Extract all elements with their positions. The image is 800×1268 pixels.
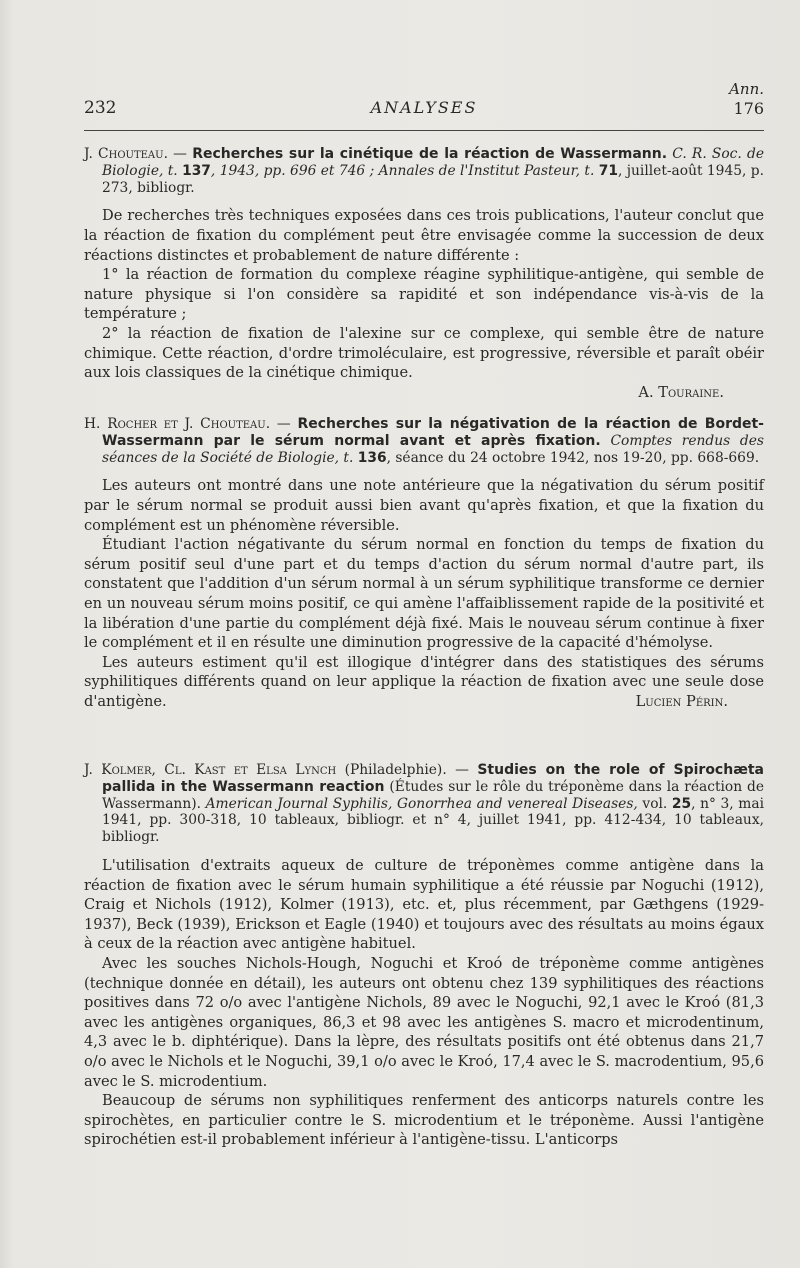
running-title: ANALYSES bbox=[370, 98, 478, 117]
annals-label: Ann. bbox=[729, 80, 764, 98]
citation-volume: 136 bbox=[357, 449, 387, 466]
abstract-paragraph: Beaucoup de sérums non syphilitiques renferment des anticorps naturels contre les spirochètes, en particulier contre le S. microdentium et le tréponème. Aussi l'antigène spirochétien est-il probablement inférieur à l'antigène-tissu. L'anticorps bbox=[84, 1092, 764, 1149]
reviewer-name: A. Touraine. bbox=[638, 383, 724, 401]
citation: J. Chouteau. — Recherches sur la cinétique de la réaction de Wassermann. C. R. Soc. de Biologie, t. 137, 1943, pp. 696 et 746 ; Annales de l'Institut Pasteur, t. 71, juillet-août 1945, p. 273, bibliogr. bbox=[84, 146, 765, 196]
reviewer-name: Lucien Périn. bbox=[635, 692, 728, 710]
citation-authors: J. Kolmer, Cl. Kast et Elsa Lynch bbox=[84, 762, 337, 778]
citation-journal: C. R. Soc. de Biologie, t. bbox=[102, 146, 764, 179]
citation-title: Recherches sur la négativation de la réaction de Bordet-Wassermann par le sérum normal avant et après fixation. bbox=[102, 416, 764, 449]
citation-journal: Comptes rendus des séances de la Société de Biologie, t. bbox=[102, 432, 764, 466]
abstract-paragraph: 1° la réaction de formation du complexe réagine syphilitique-antigène, qui semble de nature physique si l'on considère sa rapidité et son indépendance vis-à-vis de la température ; bbox=[84, 266, 764, 323]
citation-details: , n° 3, mai 1941, pp. 300-318, 10 tableaux, bibliogr. et n° 4, juillet 1941, pp. 412-434, 10 tableaux, bibliogr. bbox=[102, 795, 764, 846]
citation-authors: H. Rocher et J. Chouteau. bbox=[84, 416, 271, 432]
reviewer-signature bbox=[84, 383, 764, 403]
citation bbox=[84, 762, 764, 846]
abstract-paragraph: Les auteurs ont montré dans une note antérieure que la négativation du sérum positif par le sérum normal se produit aussi bien avant qu'après fixation, et que la fixation du complément est un phénomène réversible. bbox=[84, 477, 764, 534]
citation-volume: 71 bbox=[598, 162, 618, 179]
citation-details: , 1943, pp. 696 et 746 ; Annales de l'Institut Pasteur, t. bbox=[210, 162, 595, 179]
citation-volume: 137 bbox=[182, 162, 211, 179]
abstract-entry bbox=[84, 416, 764, 712]
header-rule bbox=[84, 130, 764, 131]
abstract-paragraph bbox=[84, 653, 764, 712]
abstract-paragraph: De recherches très techniques exposées dans ces trois publications, l'auteur conclut que la réaction de fixation du complément peut être envisagée comme la succession de deux réactions distinctes et probablement de nature différente : bbox=[84, 207, 764, 264]
abstract-paragraph: Étudiant l'action négativante du sérum normal en fonction du temps de fixation du sérum positif seul d'une part et du temps d'action du sérum normal d'autre part, ils constatent que l'addition d'un sérum normal à un sérum syphilitique transforme ce dernier en un nouveau sérum moins positif, ce qui amène l'affaiblissement rapide de la positivité et la libération d'une partie du complément déjà fixé. Mais le nouveau sérum continue à fixer le complément et il en résulte une diminution progressive de la capacité d'hémolyse. bbox=[84, 536, 764, 652]
citation-volume: 25 bbox=[671, 795, 692, 812]
page-header bbox=[84, 80, 764, 124]
citation-title: Recherches sur la cinétique de la réaction de Wassermann. bbox=[192, 146, 668, 162]
page-number: 232 bbox=[84, 98, 117, 118]
citation-title: Studies on the role of Spirochæta pallida in the Wassermann reaction bbox=[102, 762, 765, 795]
abstract-entry bbox=[84, 762, 764, 1150]
abstract-paragraph: L'utilisation d'extraits aqueux de culture de tréponèmes comme antigène dans la réaction de fixation avec le sérum humain syphilitique a été réussie par Noguchi (1912), Craig et Nichols (1912), Kolmer (1913), etc. et, plus récemment, par Gæthgens (1929-1937), Beck (1939), Erickson et Eagle (1940) et toujours avec des résultats au moins égaux à ceux de la réaction avec antigène habituel. bbox=[84, 856, 764, 953]
abstract-entry bbox=[84, 146, 764, 402]
citation-authors: J. Chouteau. bbox=[84, 146, 168, 162]
citation-details: , juillet-août 1945, p. 273, bibliogr. bbox=[102, 162, 765, 196]
citation-details: , séance du 24 octobre 1942, nos 19-20, pp. 668-669. bbox=[386, 449, 760, 466]
abstract-paragraph-text: Les auteurs estiment qu'il est illogique d'intégrer dans des statistiques des sérums syphilitiques différents quand on leur applique la réaction de fixation avec une seule dose d'antigène. bbox=[84, 653, 764, 710]
abstract-paragraph: 2° la réaction de fixation de l'alexine sur ce complexe, qui semble être de nature chimique. Cette réaction, d'ordre trimoléculaire, est progressive, réversible et paraît obéir aux lois classiques de la cinétique chimique. bbox=[84, 324, 764, 382]
abstract-paragraph: Avec les souches Nichols-Hough, Noguchi et Kroó de tréponème comme antigènes (technique donnée en détail), les auteurs ont obtenu chez 139 syphilitiques des réactions positives dans 72 o/o avec l'antigène Nichols, 89 avec le Noguchi, 92,1 avec le Kroó (81,3 avec les antigènes organiques, 86,3 et 98 avec les antigènes S. macro et microdentinum, 4,3 avec le b. diphtérique). Dans la lèpre, des résultats positifs ont été obtenus dans 21,7 o/o avec le Nichols et le Noguchi, 39,1 o/o avec le Kroó, 17,4 avec le S. macrodentium, 95,6 avec le S. microdentium. bbox=[84, 954, 764, 1090]
annals-number: 176 bbox=[733, 99, 764, 118]
citation: H. Rocher et J. Chouteau. — Recherches sur la négativation de la réaction de Bordet-Wassermann par le sérum normal avant et après fixation. Comptes rendus des séances de la Société de Biologie, t. 136, séance du 24 octobre 1942, nos 19-20, pp. 668-669. bbox=[84, 416, 764, 466]
citation-details: vol. bbox=[642, 795, 668, 812]
citation-translation: (Études sur le rôle du tréponème dans la réaction de Wassermann). bbox=[102, 778, 764, 812]
reviewer-signature bbox=[618, 692, 728, 712]
citation-journal: American Journal Syphilis, Gonorrhea and venereal Diseases, bbox=[205, 795, 638, 812]
citation-place: (Philadelphie). — bbox=[344, 762, 469, 778]
